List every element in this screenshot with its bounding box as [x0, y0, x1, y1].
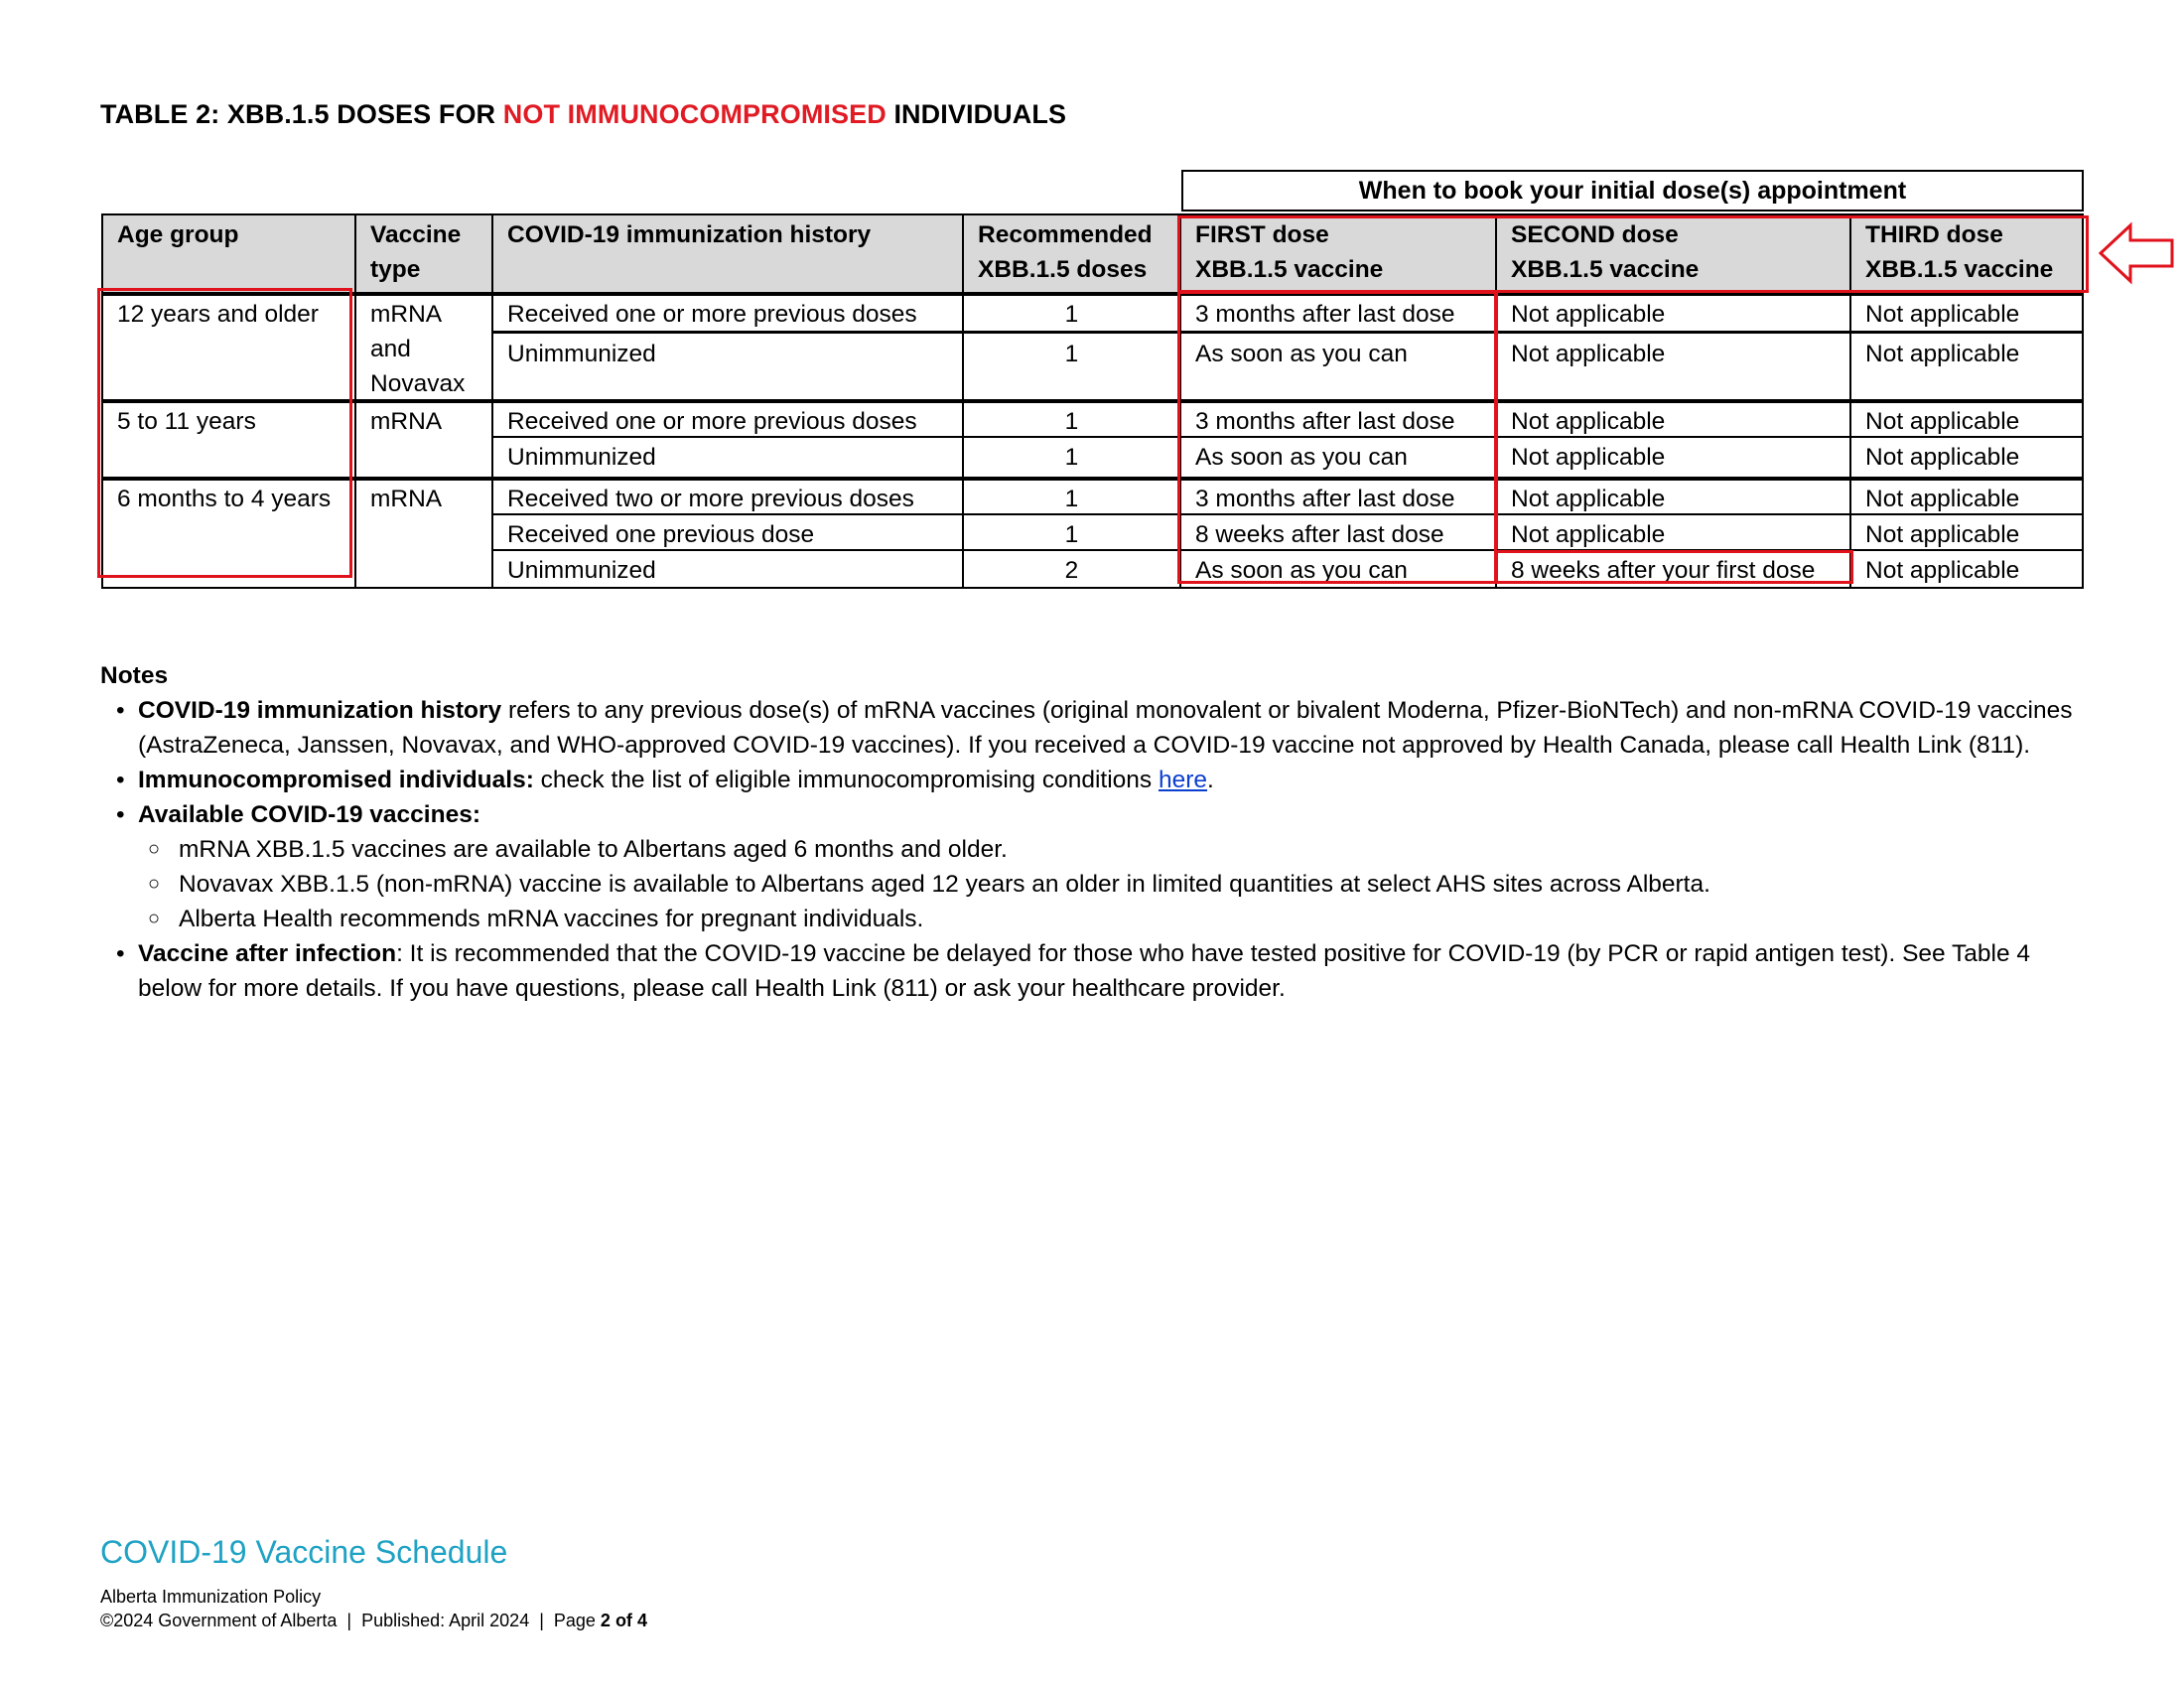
header-history [493, 215, 962, 293]
doses-cell: 2 [1064, 557, 1079, 584]
notes-list [100, 693, 2096, 1006]
second-dose-cell: Not applicable [1511, 521, 1666, 548]
here-link[interactable]: here [1158, 767, 1208, 793]
first-dose-cell: As soon as you can [1195, 444, 1408, 471]
header-vaccine-line2: type [370, 256, 421, 283]
third-dose-cell: Not applicable [1865, 557, 2020, 584]
third-dose-cell: Not applicable [1865, 444, 2020, 471]
header-first-line1: FIRST dose [1195, 221, 1329, 248]
footer-copyright [100, 1611, 647, 1631]
header-recommended [964, 215, 1179, 293]
history-cell: Received one or more previous doses [507, 301, 917, 328]
note-bold: Immunocompromised individuals: [138, 767, 534, 793]
third-dose-cell: Not applicable [1865, 301, 2020, 328]
note-text: refers to any previous dose(s) of mRNA vaccines (original monovalent or bivalent Moderna, Pfizer-BioNTech) and non-mRNA COVID-19 vaccines (AstraZeneca, Janssen, Novavax, and WHO-approved COVID-19 vaccines). If you received a COVID-19 vaccine not approved by Health Canada, please call Health Link (811). [138, 697, 2073, 759]
header-vaccine-line1: Vaccine [370, 221, 462, 248]
title-prefix: TABLE 2: XBB.1.5 DOSES FOR [100, 99, 503, 129]
note-text-end: . [1207, 767, 1214, 793]
note-subitem: ○ mRNA XBB.1.5 vaccines are available to Albertans aged 6 months and older. [100, 832, 2096, 867]
dose-headers-highlight [1177, 215, 2089, 293]
first-dose-column-highlight [1177, 291, 1497, 584]
doses-cell: 1 [1064, 301, 1079, 328]
history-cell: Received one previous dose [507, 521, 815, 548]
table-rule [101, 399, 2084, 403]
doses-cell: 1 [1064, 486, 1079, 512]
booking-span-header: When to book your initial dose(s) appointment [1181, 170, 2084, 211]
title-suffix: INDIVIDUALS [886, 99, 1067, 129]
first-dose-cell: As soon as you can [1195, 341, 1408, 367]
third-dose-cell: Not applicable [1865, 486, 2020, 512]
header-age-line1: Age group [117, 221, 239, 248]
second-dose-cell: Not applicable [1511, 341, 1666, 367]
footer-total: 4 [636, 1611, 647, 1630]
header-history-line1: COVID-19 immunization history [507, 221, 872, 248]
table-rule [354, 213, 356, 589]
note-bold: COVID-19 immunization history [138, 697, 502, 724]
doses-cell: 1 [1064, 408, 1079, 435]
history-cell: Received one or more previous doses [507, 408, 917, 435]
header-second-line1: SECOND dose [1511, 221, 1679, 248]
notes-section [100, 658, 2096, 1006]
header-recommended-line1: Recommended [978, 221, 1153, 248]
table-rule [962, 213, 964, 589]
history-cell: Unimmunized [507, 341, 656, 367]
first-dose-cell: 3 months after last dose [1195, 408, 1455, 435]
age-group-column-highlight [97, 288, 352, 578]
first-dose-cell: 3 months after last dose [1195, 301, 1455, 328]
footer-title: COVID-19 Vaccine Schedule [100, 1534, 508, 1570]
header-recommended-line2: XBB.1.5 doses [978, 256, 1148, 283]
doses-cell: 1 [1064, 521, 1079, 548]
first-dose-cell: 8 weeks after last dose [1195, 521, 1444, 548]
history-cell: Received two or more previous doses [507, 486, 914, 512]
title-highlight: NOT IMMUNOCOMPROMISED [502, 99, 887, 129]
second-dose-column-divider-highlight [1495, 291, 1499, 549]
note-item [100, 693, 2096, 763]
third-dose-cell: Not applicable [1865, 408, 2020, 435]
second-dose-cell: 8 weeks after your first dose [1511, 557, 1816, 584]
age-group-cell: 6 months to 4 years [117, 486, 332, 512]
note-text: : It is recommended that the COVID-19 vaccine be delayed for those who have tested positive for COVID-19 (by PCR or rapid antigen test). See Table 4 below for more details. If you have questions, please call Health Link (811) or ask your healthcare provider. [138, 940, 2031, 1002]
age-group-cell: 5 to 11 years [117, 408, 256, 435]
history-cell: Unimmunized [507, 444, 656, 471]
doses-cell: 1 [1064, 444, 1079, 471]
table-title [100, 99, 1066, 130]
age-group-cell: 12 years and older [117, 301, 319, 328]
first-dose-cell: As soon as you can [1195, 557, 1408, 584]
left-arrow-outline-icon [2097, 220, 2176, 286]
second-dose-cell: Not applicable [1511, 301, 1666, 328]
note-bold: Vaccine after infection [138, 940, 397, 967]
table-rule [101, 477, 2084, 481]
vaccine-type-cell: mRNA [370, 486, 443, 512]
note-item [100, 763, 2096, 797]
header-first-line2: XBB.1.5 vaccine [1195, 256, 1384, 283]
note-bold: Available COVID-19 vaccines: [138, 801, 480, 828]
history-cell: Unimmunized [507, 557, 656, 584]
vaccine-type-line: mRNA [370, 301, 443, 328]
note-subitem: ○ Alberta Health recommends mRNA vaccines for pregnant individuals. [100, 902, 2096, 936]
table-rule [491, 213, 493, 589]
table-rule [101, 587, 2084, 589]
second-dose-cell: Not applicable [1511, 486, 1666, 512]
note-item [100, 936, 2096, 1006]
header-age-group [103, 215, 354, 293]
second-dose-cell-highlight [1495, 550, 1853, 584]
first-dose-cell: 3 months after last dose [1195, 486, 1455, 512]
header-second-line2: XBB.1.5 vaccine [1511, 256, 1700, 283]
notes-heading: Notes [100, 662, 169, 689]
doses-cell: 1 [1064, 341, 1079, 367]
footer-page: 2 [600, 1611, 611, 1630]
vaccine-type-line: and [370, 336, 411, 362]
footer-policy: Alberta Immunization Policy [100, 1587, 322, 1607]
vaccine-type-line: Novavax [370, 370, 466, 397]
vaccine-type-cell [356, 295, 491, 401]
note-subitem: ○ Novavax XBB.1.5 (non-mRNA) vaccine is available to Albertans aged 12 years an older in limited quantities at select AHS sites across Alberta. [100, 867, 2096, 902]
third-dose-cell: Not applicable [1865, 521, 2020, 548]
footer-of: of [610, 1611, 637, 1630]
footer-copyright-text: ©2024 Government of Alberta | Published: April 2024 | Page [100, 1611, 601, 1630]
header-third-line2: XBB.1.5 vaccine [1865, 256, 2054, 283]
vaccine-type-cell: mRNA [370, 408, 443, 435]
note-item [100, 797, 2096, 832]
second-dose-cell: Not applicable [1511, 408, 1666, 435]
header-third-line1: THIRD dose [1865, 221, 2003, 248]
note-text: check the list of eligible immunocompromising conditions [533, 767, 1159, 793]
second-dose-cell: Not applicable [1511, 444, 1666, 471]
header-vaccine-type [356, 215, 491, 293]
third-dose-cell: Not applicable [1865, 341, 2020, 367]
